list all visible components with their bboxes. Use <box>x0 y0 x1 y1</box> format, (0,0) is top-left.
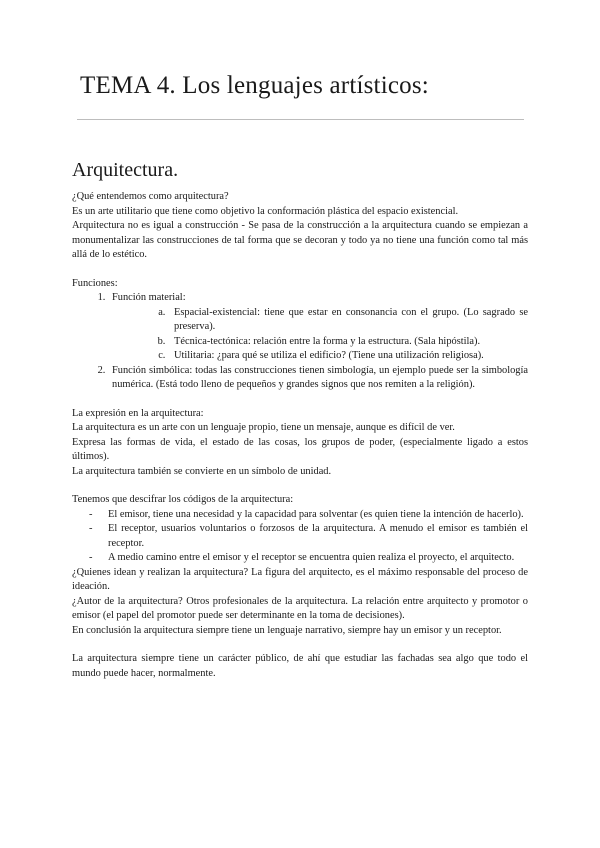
funcion-material-label: Función material: <box>112 292 186 303</box>
subfuncion-utilitaria: c. Utilitaria: ¿para qué se utiliza el edificio? (Tiene una utilización religiosa). <box>168 349 528 364</box>
intro-definition: Es un arte utilitario que tiene como objetivo la conformación plástica del espacio existencial. <box>72 205 459 217</box>
intro-question: ¿Qué entendemos como arquitectura? <box>72 191 229 202</box>
pregunta-idean: ¿Quienes idean y realizan la arquitectura? La figura del arquitecto, es el máximo responsable del proceso de ideación. <box>72 566 528 592</box>
funcion-simbolica: 2. Función simbólica: todas las construcciones tienen simbología, un ejemplo puede ser la simbología numérica. (Está todo lleno de pequeños y grandes signos que nos remiten a la religión). <box>108 364 528 393</box>
expresion-line-1: La arquitectura es un arte con un lenguaje propio, tiene un mensaje, aunque es difícil de ver. <box>72 422 455 433</box>
subfuncion-tecnica: b. Técnica-tectónica: relación entre la forma y la estructura. (Sala hipóstila). <box>168 335 528 350</box>
codigos-heading: Tenemos que descifrar los códigos de la arquitectura: <box>72 494 294 505</box>
subfuncion-espacial: a. Espacial-existencial: tiene que estar en consonancia con el grupo. (Lo sagrado se preserva). <box>168 306 528 335</box>
funciones-heading: Funciones: <box>72 277 118 289</box>
funcion-material-sublist <box>112 306 528 364</box>
expresion-line-3: La arquitectura también se convierte en un símbolo de unidad. <box>72 465 332 477</box>
conclusion: En conclusión la arquitectura siempre tiene un lenguaje narrativo, siempre hay un emisor y un receptor. <box>72 624 502 636</box>
codigos-list <box>72 508 528 566</box>
codigo-receptor: - El receptor, usuarios voluntarios o forzosos de la arquitectura. A menudo el emisor es también el receptor. <box>72 522 528 551</box>
expresion-line-2: Expresa las formas de vida, el estado de las cosas, los grupos de poder, (especialmente ligado a estos últimos). <box>72 436 528 462</box>
funcion-material <box>108 291 528 364</box>
section-heading: Arquitectura. <box>72 159 179 181</box>
title-divider <box>77 119 524 120</box>
codigo-arquitecto: - A medio camino entre el emisor y el receptor se encuentra quien realiza el proyecto, el arquitecto. <box>72 551 528 566</box>
cierre-paragraph: La arquitectura siempre tiene un carácter público, de ahí que estudiar las fachadas sea algo que todo el mundo puede hacer, normalmente. <box>72 653 528 679</box>
codigo-emisor: - El emisor, tiene una necesidad y la capacidad para solventar (es quien tiene la intención de hacerlo). <box>72 508 528 523</box>
funciones-list <box>72 291 528 393</box>
document-body <box>72 190 528 681</box>
pregunta-autor: ¿Autor de la arquitectura? Otros profesionales de la arquitectura. La relación entre arquitecto y promotor o emisor (el papel del promotor puede ser determinante en la toma de decisiones). <box>72 595 528 621</box>
document-title: TEMA 4. Los lenguajes artísticos: <box>80 72 429 99</box>
expresion-heading: La expresión en la arquitectura: <box>72 407 204 419</box>
intro-construction: Arquitectura no es igual a construcción - Se pasa de la construcción a la arquitectura cuando se empiezan a monumentalizar las construcciones de tal forma que se decoran y todo ya no tiene una función como tal más allá de lo estético. <box>72 220 528 260</box>
